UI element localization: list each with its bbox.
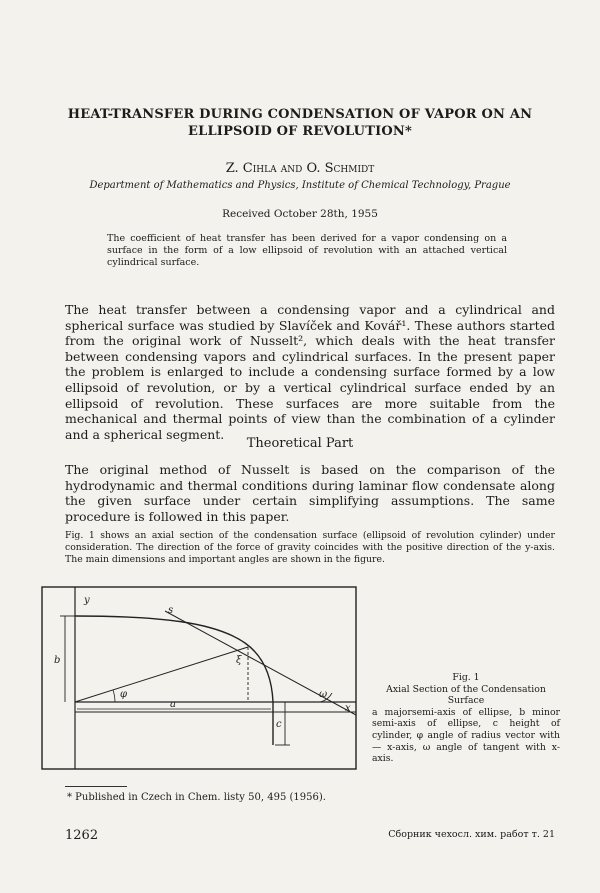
received-date: Received October 28th, 1955: [222, 208, 378, 220]
radius-vector: [75, 647, 248, 702]
c-label: c: [276, 719, 282, 730]
phi-label: φ: [120, 689, 128, 700]
axial-section-diagram: [40, 585, 360, 775]
figure-1: [40, 585, 360, 779]
section-paragraph: The original method of Nusselt is based on the comparison of the hydrodynamic and thermal conditions during laminar flow condensate along the given surface under certain simplifying assumptions. The same procedure is followed in this paper.: [65, 462, 555, 524]
page-number: 1262: [65, 828, 99, 843]
abstract: The coefficient of heat transfer has been derived for a vapor condensing on a surface in the form of a low ellipsoid of revolution with an attached vertical cylindrical surface.: [107, 233, 507, 268]
figure-frame: [42, 587, 356, 769]
caption-title: Axial Section of the Condensation Surface: [386, 683, 546, 707]
omega-label: ω: [319, 689, 328, 700]
s-label: s: [168, 605, 174, 616]
y-axis-label: y: [84, 595, 90, 606]
footnote: * Published in Czech in Chem. listy 50, 495 (1956).: [67, 792, 326, 803]
footnote-divider: [65, 786, 127, 787]
b-label: b: [54, 655, 61, 666]
running-footer: Сборник чехосл. хим. работ т. 21: [388, 829, 555, 840]
a-label: a: [170, 699, 176, 710]
figure-caption: [372, 672, 560, 765]
article-title: HEAT-TRANSFER DURING CONDENSATION OF VAPOR ON AN ELLIPSOID OF REVOLUTION*: [67, 107, 533, 139]
tangent-line: [165, 611, 356, 715]
authors: Z. Cihla and O. Schmidt: [225, 161, 375, 176]
phi-arc: [113, 690, 115, 702]
caption-description: a majorsemi-axis of ellipse, b minor semi-axis of ellipse, c height of cylinder, φ angle of radius vector with — x-axis, ω angle of tangent with x-axis.: [372, 706, 560, 765]
x-axis-label: x: [345, 703, 351, 714]
xi-label: ξ: [236, 655, 242, 666]
section-heading: Theoretical Part: [246, 436, 354, 451]
figure-intro-paragraph: Fig. 1 shows an axial section of the condensation surface (ellipsoid of revolution cylinder) under consideration. The direction of the force of gravity coincides with the positive direction of the y-axis. The main dimensions and important angles are shown in the figure.: [65, 530, 555, 565]
intro-paragraph: The heat transfer between a condensing vapor and a cylindrical and spherical surface was studied by Slavíček and Kovář¹. These authors started from the original work of Nusselt², which deals with the heat transfer between condensing vapors and cylindrical surfaces. In the present paper the problem is enlarged to include a condensing surface formed by a low ellipsoid of revolution, or by a vertical cylindrical surface ended by an ellipsoid of revolution. These surfaces are more suitable from the mechanical and thermal points of view than the combination of a cylinder and a spherical segment.: [65, 302, 555, 442]
ellipse-arc: [75, 616, 273, 702]
caption-figure-number: Fig. 1: [452, 672, 480, 683]
affiliation: Department of Mathematics and Physics, Institute of Chemical Technology, Prague: [89, 180, 511, 191]
